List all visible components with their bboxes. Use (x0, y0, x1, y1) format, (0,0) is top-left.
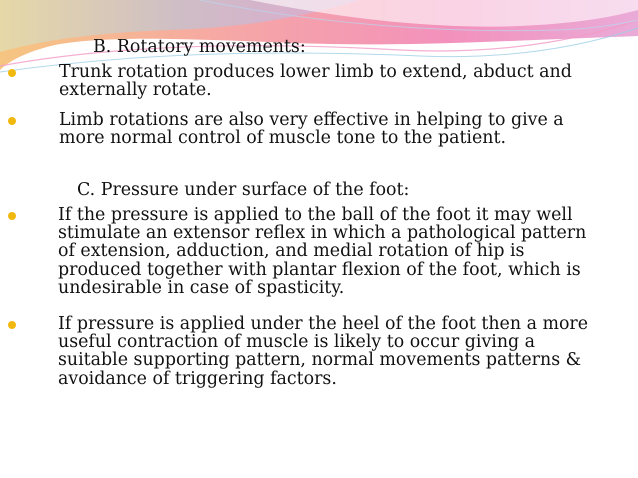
bullet-line: externally rotate. (59, 80, 212, 101)
bullet-ball-of-foot (8, 206, 586, 297)
bullet-heel-of-foot (8, 315, 588, 388)
bullet-line: suitable supporting pattern, normal movements patterns & (58, 350, 582, 371)
bullet-dot-icon (8, 69, 16, 77)
bullet-line: Trunk rotation produces lower limb to extend, abduct and (59, 62, 572, 82)
bullet-line: produced together with plantar flexion of the foot, which is (58, 259, 581, 280)
bullet-limb-rotations (8, 111, 564, 147)
bullet-dot-icon (8, 117, 16, 125)
bullet-line: If the pressure is applied to the ball of the foot it may well (58, 205, 573, 225)
bullet-line: undesirable in case of spasticity. (58, 277, 345, 298)
bullet-dot-icon (8, 212, 16, 220)
bullet-dot-icon (8, 321, 16, 329)
heading-rotatory-movements: B. Rotatory movements: (93, 37, 306, 57)
bullet-line: avoidance of triggering factors. (58, 368, 337, 389)
bullet-line: of extension, adduction, and medial rotation of hip is (58, 241, 525, 262)
bullet-line: Limb rotations are also very effective in helping to give a (59, 110, 564, 130)
heading-pressure-under-foot: C. Pressure under surface of the foot: (77, 180, 410, 200)
bullet-trunk-rotation (8, 63, 572, 99)
bullet-line: more normal control of muscle tone to the patient. (59, 128, 507, 149)
bullet-line: useful contraction of muscle is likely to occur giving a (58, 332, 536, 353)
bullet-line: If pressure is applied under the heel of the foot then a more (58, 314, 589, 334)
bullet-line: stimulate an extensor reflex in which a pathological pattern (58, 223, 587, 244)
